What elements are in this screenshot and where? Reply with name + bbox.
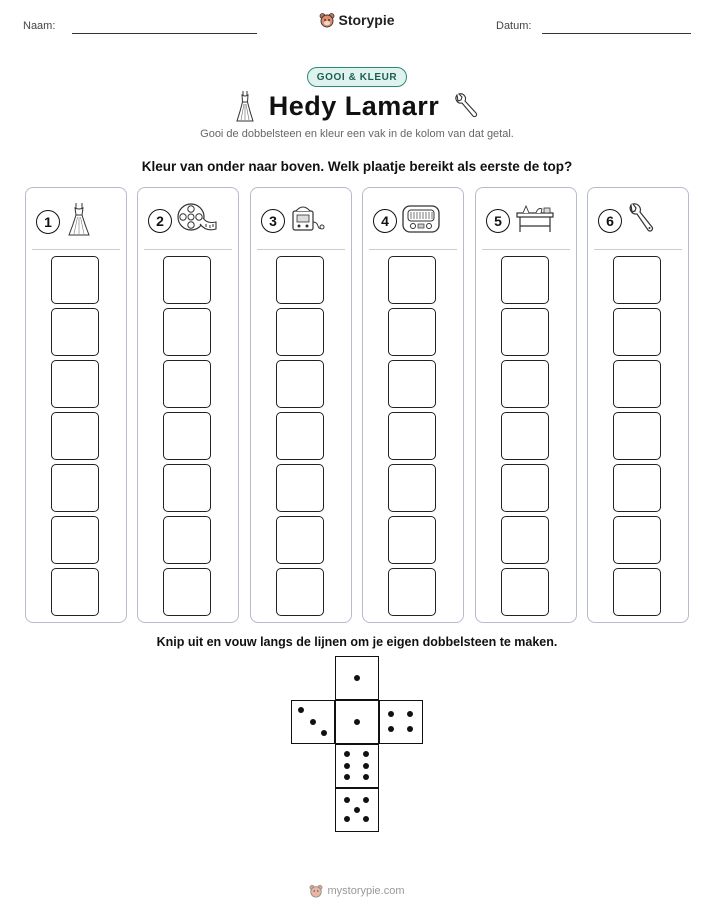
- column-divider: [369, 249, 457, 250]
- dice-face-6: [335, 744, 379, 788]
- color-box[interactable]: [501, 308, 549, 356]
- color-box[interactable]: [276, 412, 324, 460]
- color-box[interactable]: [276, 256, 324, 304]
- dice-pip: [310, 719, 316, 725]
- dice-pip: [344, 751, 350, 757]
- color-box[interactable]: [163, 412, 211, 460]
- color-box[interactable]: [51, 464, 99, 512]
- color-box[interactable]: [51, 568, 99, 616]
- color-box[interactable]: [388, 360, 436, 408]
- dice-pip: [363, 816, 369, 822]
- column-header: [261, 202, 325, 239]
- column-header: [36, 202, 94, 241]
- dice-pip: [344, 797, 350, 803]
- storypie-bear-icon: [309, 884, 323, 898]
- color-box[interactable]: [163, 360, 211, 408]
- dice-column-3: [250, 187, 352, 623]
- color-box[interactable]: [51, 256, 99, 304]
- title-row: [0, 90, 714, 122]
- dice-pip: [298, 707, 304, 713]
- color-box[interactable]: [388, 256, 436, 304]
- color-box[interactable]: [613, 360, 661, 408]
- column-divider: [594, 249, 682, 250]
- activity-badge: GOOI & KLEUR: [307, 67, 407, 87]
- color-box[interactable]: [613, 516, 661, 564]
- workbench-icon: [514, 202, 556, 239]
- name-line: [72, 33, 257, 34]
- vintage-radio-icon: [401, 202, 441, 239]
- footer-url: mystorypie.com: [327, 885, 405, 897]
- column-header: [486, 202, 556, 239]
- dice-pip: [363, 797, 369, 803]
- dice-column-4: [362, 187, 464, 623]
- column-number: 5: [486, 209, 510, 233]
- column-header: [598, 202, 654, 239]
- dice-column-2: [137, 187, 239, 623]
- color-box[interactable]: [613, 464, 661, 512]
- dice-pip: [354, 719, 360, 725]
- column-number: 1: [36, 210, 60, 234]
- dice-face-3: [291, 700, 335, 744]
- film-reel-icon: [176, 202, 218, 239]
- color-box[interactable]: [276, 360, 324, 408]
- dice-pip: [388, 726, 394, 732]
- column-number: 2: [148, 209, 172, 233]
- dice-face-1: [335, 700, 379, 744]
- date-label: Datum:: [496, 20, 532, 32]
- column-divider: [257, 249, 345, 250]
- color-box[interactable]: [388, 464, 436, 512]
- color-box[interactable]: [276, 516, 324, 564]
- color-box[interactable]: [501, 256, 549, 304]
- color-box[interactable]: [388, 412, 436, 460]
- dice-pip: [407, 711, 413, 717]
- dice-pip: [354, 807, 360, 813]
- brand-logo: [0, 12, 714, 33]
- dice-face-1: [335, 656, 379, 700]
- brand-name: Storypie: [338, 12, 395, 28]
- dice-pip: [363, 763, 369, 769]
- color-box[interactable]: [388, 568, 436, 616]
- dice-instruction: Knip uit en vouw langs de lijnen om je eigen dobbelsteen te maken.: [156, 635, 558, 649]
- dice-pip: [354, 675, 360, 681]
- wrench-icon: [453, 92, 479, 120]
- dice-pip: [344, 763, 350, 769]
- dice-pip: [344, 774, 350, 780]
- dice-face-4: [379, 700, 423, 744]
- color-box[interactable]: [613, 308, 661, 356]
- page-title: Hedy Lamarr: [268, 90, 440, 121]
- dice-column-6: [587, 187, 689, 623]
- dice-column-5: [475, 187, 577, 623]
- color-box[interactable]: [613, 256, 661, 304]
- footer: [0, 884, 714, 898]
- dice-pip: [407, 726, 413, 732]
- color-box[interactable]: [388, 308, 436, 356]
- color-box[interactable]: [163, 464, 211, 512]
- color-box[interactable]: [613, 568, 661, 616]
- color-box[interactable]: [51, 412, 99, 460]
- color-box[interactable]: [163, 516, 211, 564]
- color-box[interactable]: [163, 568, 211, 616]
- color-box[interactable]: [501, 516, 549, 564]
- color-box[interactable]: [51, 360, 99, 408]
- column-divider: [32, 249, 120, 250]
- color-box[interactable]: [163, 308, 211, 356]
- name-label: Naam:: [23, 20, 56, 32]
- color-box[interactable]: [276, 464, 324, 512]
- color-box[interactable]: [613, 412, 661, 460]
- color-box[interactable]: [388, 516, 436, 564]
- column-header: [373, 202, 441, 239]
- dice-face-5: [335, 788, 379, 832]
- evening-gown-icon: [235, 90, 255, 122]
- column-number: 4: [373, 209, 397, 233]
- dice-pip: [363, 774, 369, 780]
- wrench-icon: [626, 202, 654, 239]
- column-number: 6: [598, 209, 622, 233]
- color-box[interactable]: [501, 568, 549, 616]
- color-box[interactable]: [276, 568, 324, 616]
- subtitle: Gooi de dobbelsteen en kleur een vak in de kolom van dat getal.: [200, 128, 514, 140]
- column-number: 3: [261, 209, 285, 233]
- color-box[interactable]: [501, 464, 549, 512]
- date-line: [542, 33, 691, 34]
- column-header: [148, 202, 218, 239]
- evening-gown-icon: [64, 202, 94, 241]
- color-box[interactable]: [51, 516, 99, 564]
- color-box[interactable]: [276, 308, 324, 356]
- color-box[interactable]: [163, 256, 211, 304]
- dice-pip: [388, 711, 394, 717]
- dice-pip: [363, 751, 369, 757]
- dice-pip: [321, 730, 327, 736]
- color-box[interactable]: [501, 360, 549, 408]
- column-divider: [144, 249, 232, 250]
- instruction: Kleur van onder naar boven. Welk plaatje bereikt als eerste de top?: [141, 159, 573, 174]
- dice-column-1: [25, 187, 127, 623]
- column-divider: [482, 249, 570, 250]
- color-box[interactable]: [501, 412, 549, 460]
- radio-transmitter-icon: [289, 202, 325, 239]
- dice-pip: [344, 816, 350, 822]
- color-box[interactable]: [51, 308, 99, 356]
- storypie-bear-icon: [319, 12, 335, 28]
